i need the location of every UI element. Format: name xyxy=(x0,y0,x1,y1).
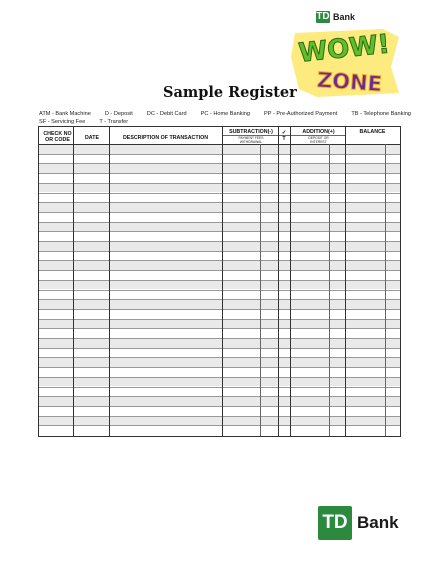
td-bank-label: Bank xyxy=(333,12,356,22)
td-bank-logo-top xyxy=(316,11,355,23)
register-table xyxy=(38,126,401,437)
legend-item: TB - Telephone Banking xyxy=(351,111,411,117)
legend-item: SF - Servicing Fee xyxy=(39,118,86,125)
header-addition: ADDITION(+) xyxy=(302,129,335,135)
header-balance: BALANCE xyxy=(359,129,386,135)
column-line xyxy=(73,127,74,436)
header-subtraction: SUBTRACTION(-) xyxy=(229,129,273,135)
wow-zone-logo xyxy=(287,27,405,99)
column-line xyxy=(222,127,223,436)
header-addition-sub: DEPOSIT OR INTEREST xyxy=(308,136,329,144)
column-line xyxy=(290,127,291,436)
legend-item: PP - Pre-Authorized Payment xyxy=(264,111,338,117)
zone-text: ZONE xyxy=(316,67,383,97)
wow-text: WOW! xyxy=(297,29,392,69)
column-line xyxy=(345,127,346,436)
legend xyxy=(39,111,411,126)
legend-item: DC - Debit Card xyxy=(146,111,187,117)
header-check-no: CHECK NO OR CODE xyxy=(43,131,72,143)
td-logo-mark-large: TD xyxy=(318,506,352,540)
legend-item: D - Deposit xyxy=(104,111,133,117)
header-check-mark: ✓ T xyxy=(281,130,287,142)
legend-item: PC - Home Banking xyxy=(200,111,251,117)
legend-item: ATM - Bank Machine xyxy=(39,111,91,117)
subheader-divider xyxy=(223,135,346,136)
page-title: Sample Register xyxy=(163,84,297,101)
column-line xyxy=(329,144,330,436)
td-bank-logo-bottom xyxy=(318,506,399,540)
td-logo-mark: TD xyxy=(316,11,330,22)
header-date: DATE xyxy=(84,135,100,141)
legend-item: T - Transfer xyxy=(99,118,129,125)
header-subtraction-sub: PAYMENT FEES WITHDRAWAL xyxy=(238,136,264,144)
column-line xyxy=(385,144,386,436)
column-line xyxy=(109,127,110,436)
column-line xyxy=(278,127,279,436)
header-description: DESCRIPTION OF TRANSACTION xyxy=(122,135,209,141)
column-line xyxy=(260,144,261,436)
bank-wordmark: Bank xyxy=(357,513,399,532)
